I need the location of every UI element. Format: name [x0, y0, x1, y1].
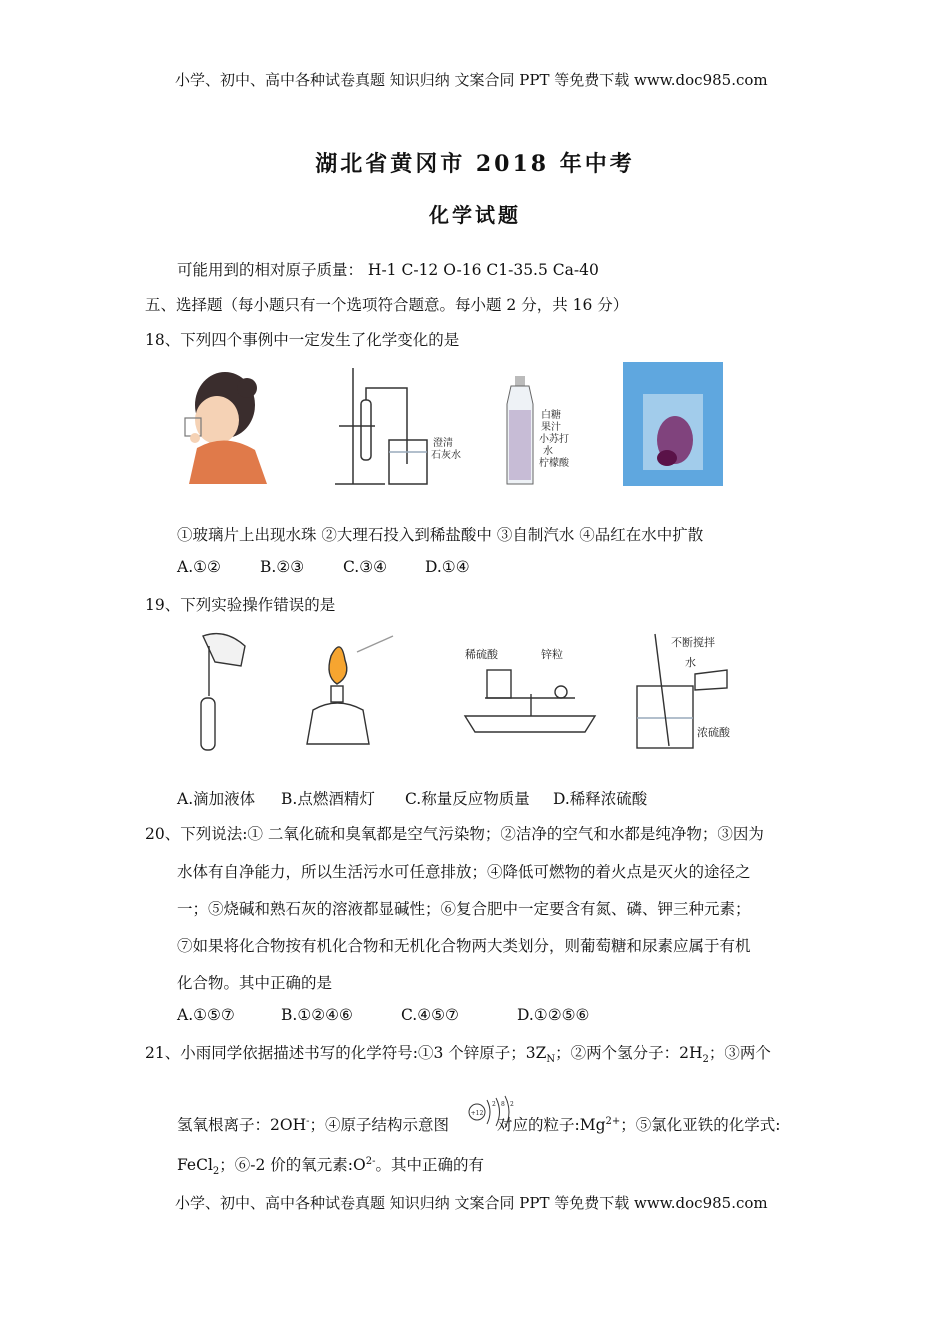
- bottle-label-citric: 柠檬酸: [539, 458, 569, 469]
- q19-option-d: D.稀释浓硫酸: [553, 790, 648, 808]
- q20-line-2: 水体有自净能力，所以生活污水可任意排放；④降低可燃物的着火点是灭火的途径之: [177, 863, 751, 881]
- q21-l1c: ；②两个氢分子：2H: [555, 1044, 703, 1062]
- water-label: 水: [685, 656, 696, 669]
- atom-structure-diagram: [465, 1090, 517, 1128]
- dropper-figure: [201, 634, 245, 750]
- q18-captions: ①玻璃片上出现水珠 ②大理石投入到稀盐酸中 ③自制汽水 ④品红在水中扩散: [177, 526, 704, 544]
- q20-line-5: 化合物。其中正确的是: [177, 974, 333, 992]
- soda-bottle-figure: [507, 376, 533, 484]
- marble-acid-apparatus: [335, 368, 427, 484]
- q21-l3a: FeCl: [177, 1156, 213, 1174]
- q18-option-c: C.③④: [343, 558, 388, 576]
- q21-line-3: [177, 1153, 484, 1177]
- q20-line-4: ⑦如果将化合物按有机化合物和无机化合物两大类划分，则葡萄糖和尿素应属于有机: [177, 937, 751, 955]
- atom-shell-3: 2: [510, 1101, 514, 1108]
- section-heading: 五、选择题（每小题只有一个选项符合题意。每小题 2 分，共 16 分）: [145, 296, 629, 314]
- page-footer: 小学、初中、高中各种试卷真题 知识归纳 文案合同 PPT 等免费下载 www.doc985.com: [175, 1194, 768, 1212]
- bottle-label-water: 水: [543, 446, 553, 457]
- stir-label: 不断搅拌: [671, 636, 715, 649]
- atomic-masses: 可能用到的相对原子质量： H-1 C-12 O-16 C1-35.5 Ca-40: [177, 261, 599, 279]
- atom-nucleus: +12: [470, 1110, 484, 1117]
- dye-diffusion-figure: [623, 362, 723, 486]
- q19-figures: [175, 626, 745, 756]
- q21-l3d: 2-: [365, 1155, 376, 1167]
- atom-shell-2: 8: [501, 1101, 505, 1108]
- limewater-label-2: 石灰水: [431, 450, 461, 461]
- q19-option-a: A.滴加液体: [177, 790, 256, 808]
- q21-l2e: 2+: [605, 1115, 621, 1127]
- girl-breathing-figure: [185, 372, 267, 484]
- q21-l1a: 21、小雨同学依据描述书写的化学符号:①3 个锌原子；3Z: [145, 1044, 547, 1062]
- q21-l1d: 2: [702, 1054, 709, 1066]
- q21-l2b: -: [306, 1115, 310, 1127]
- q20-line-1: 20、下列说法:① 二氧化硫和臭氧都是空气污染物；②洁净的空气和水都是纯净物；③因为: [145, 825, 764, 843]
- q19-option-c: C.称量反应物质量: [405, 790, 530, 808]
- alcohol-lamp-figure: [307, 636, 393, 744]
- limewater-label-1: 澄清: [433, 438, 453, 449]
- q18-figures: [175, 360, 735, 490]
- q21-l1e: ；③两个: [708, 1044, 771, 1062]
- q20-option-c: C.④⑤⑦: [401, 1006, 459, 1024]
- q18-option-a: A.①②: [177, 558, 221, 576]
- q21-line-1: [145, 1041, 771, 1065]
- q18-option-d: D.①④: [425, 558, 470, 576]
- exam-subtitle: 化学试题: [429, 203, 521, 227]
- q21-l2d: 对应的粒子:Mg: [497, 1116, 606, 1134]
- q21-l3e: 。其中正确的有: [375, 1156, 485, 1174]
- q21-l2a: 氢氧根离子：2OH: [177, 1116, 307, 1134]
- q18-option-b: B.②③: [260, 558, 305, 576]
- zinc-label: 锌粒: [541, 648, 563, 661]
- q18-stem: 18、下列四个事例中一定发生了化学变化的是: [145, 331, 460, 349]
- q21-l3b: 2: [212, 1166, 220, 1178]
- page-header: 小学、初中、高中各种试卷真题 知识归纳 文案合同 PPT 等免费下载 www.doc985.com: [175, 71, 768, 89]
- bottle-label-sugar: 白糖: [541, 410, 561, 421]
- q21-l2c: ；④原子结构示意图: [309, 1116, 449, 1134]
- q20-option-b: B.①②④⑥: [281, 1006, 353, 1024]
- q20-option-a: A.①⑤⑦: [177, 1006, 235, 1024]
- q21-l3c: ；⑥-2 价的氧元素:O: [219, 1156, 366, 1174]
- q20-option-d: D.①②⑤⑥: [517, 1006, 590, 1024]
- q21-l2f: ；⑤氯化亚铁的化学式:: [620, 1116, 781, 1134]
- conc-acid-label: 浓硫酸: [697, 726, 730, 739]
- bottle-label-juice: 果汁: [541, 422, 561, 433]
- q19-stem: 19、下列实验操作错误的是: [145, 596, 336, 614]
- dilute-acid-label: 稀硫酸: [465, 648, 498, 661]
- balance-figure: [465, 670, 595, 732]
- q21-l1b: N: [546, 1054, 556, 1066]
- atom-shell-1: 2: [492, 1101, 496, 1108]
- bottle-label-soda: 小苏打: [539, 434, 569, 445]
- q20-line-3: 一；⑤烧碱和熟石灰的溶液都显碱性；⑥复合肥中一定要含有氮、磷、钾三种元素；: [177, 900, 751, 918]
- exam-title: 湖北省黄冈市 2018 年中考: [315, 151, 635, 177]
- q19-option-b: B.点燃酒精灯: [281, 790, 375, 808]
